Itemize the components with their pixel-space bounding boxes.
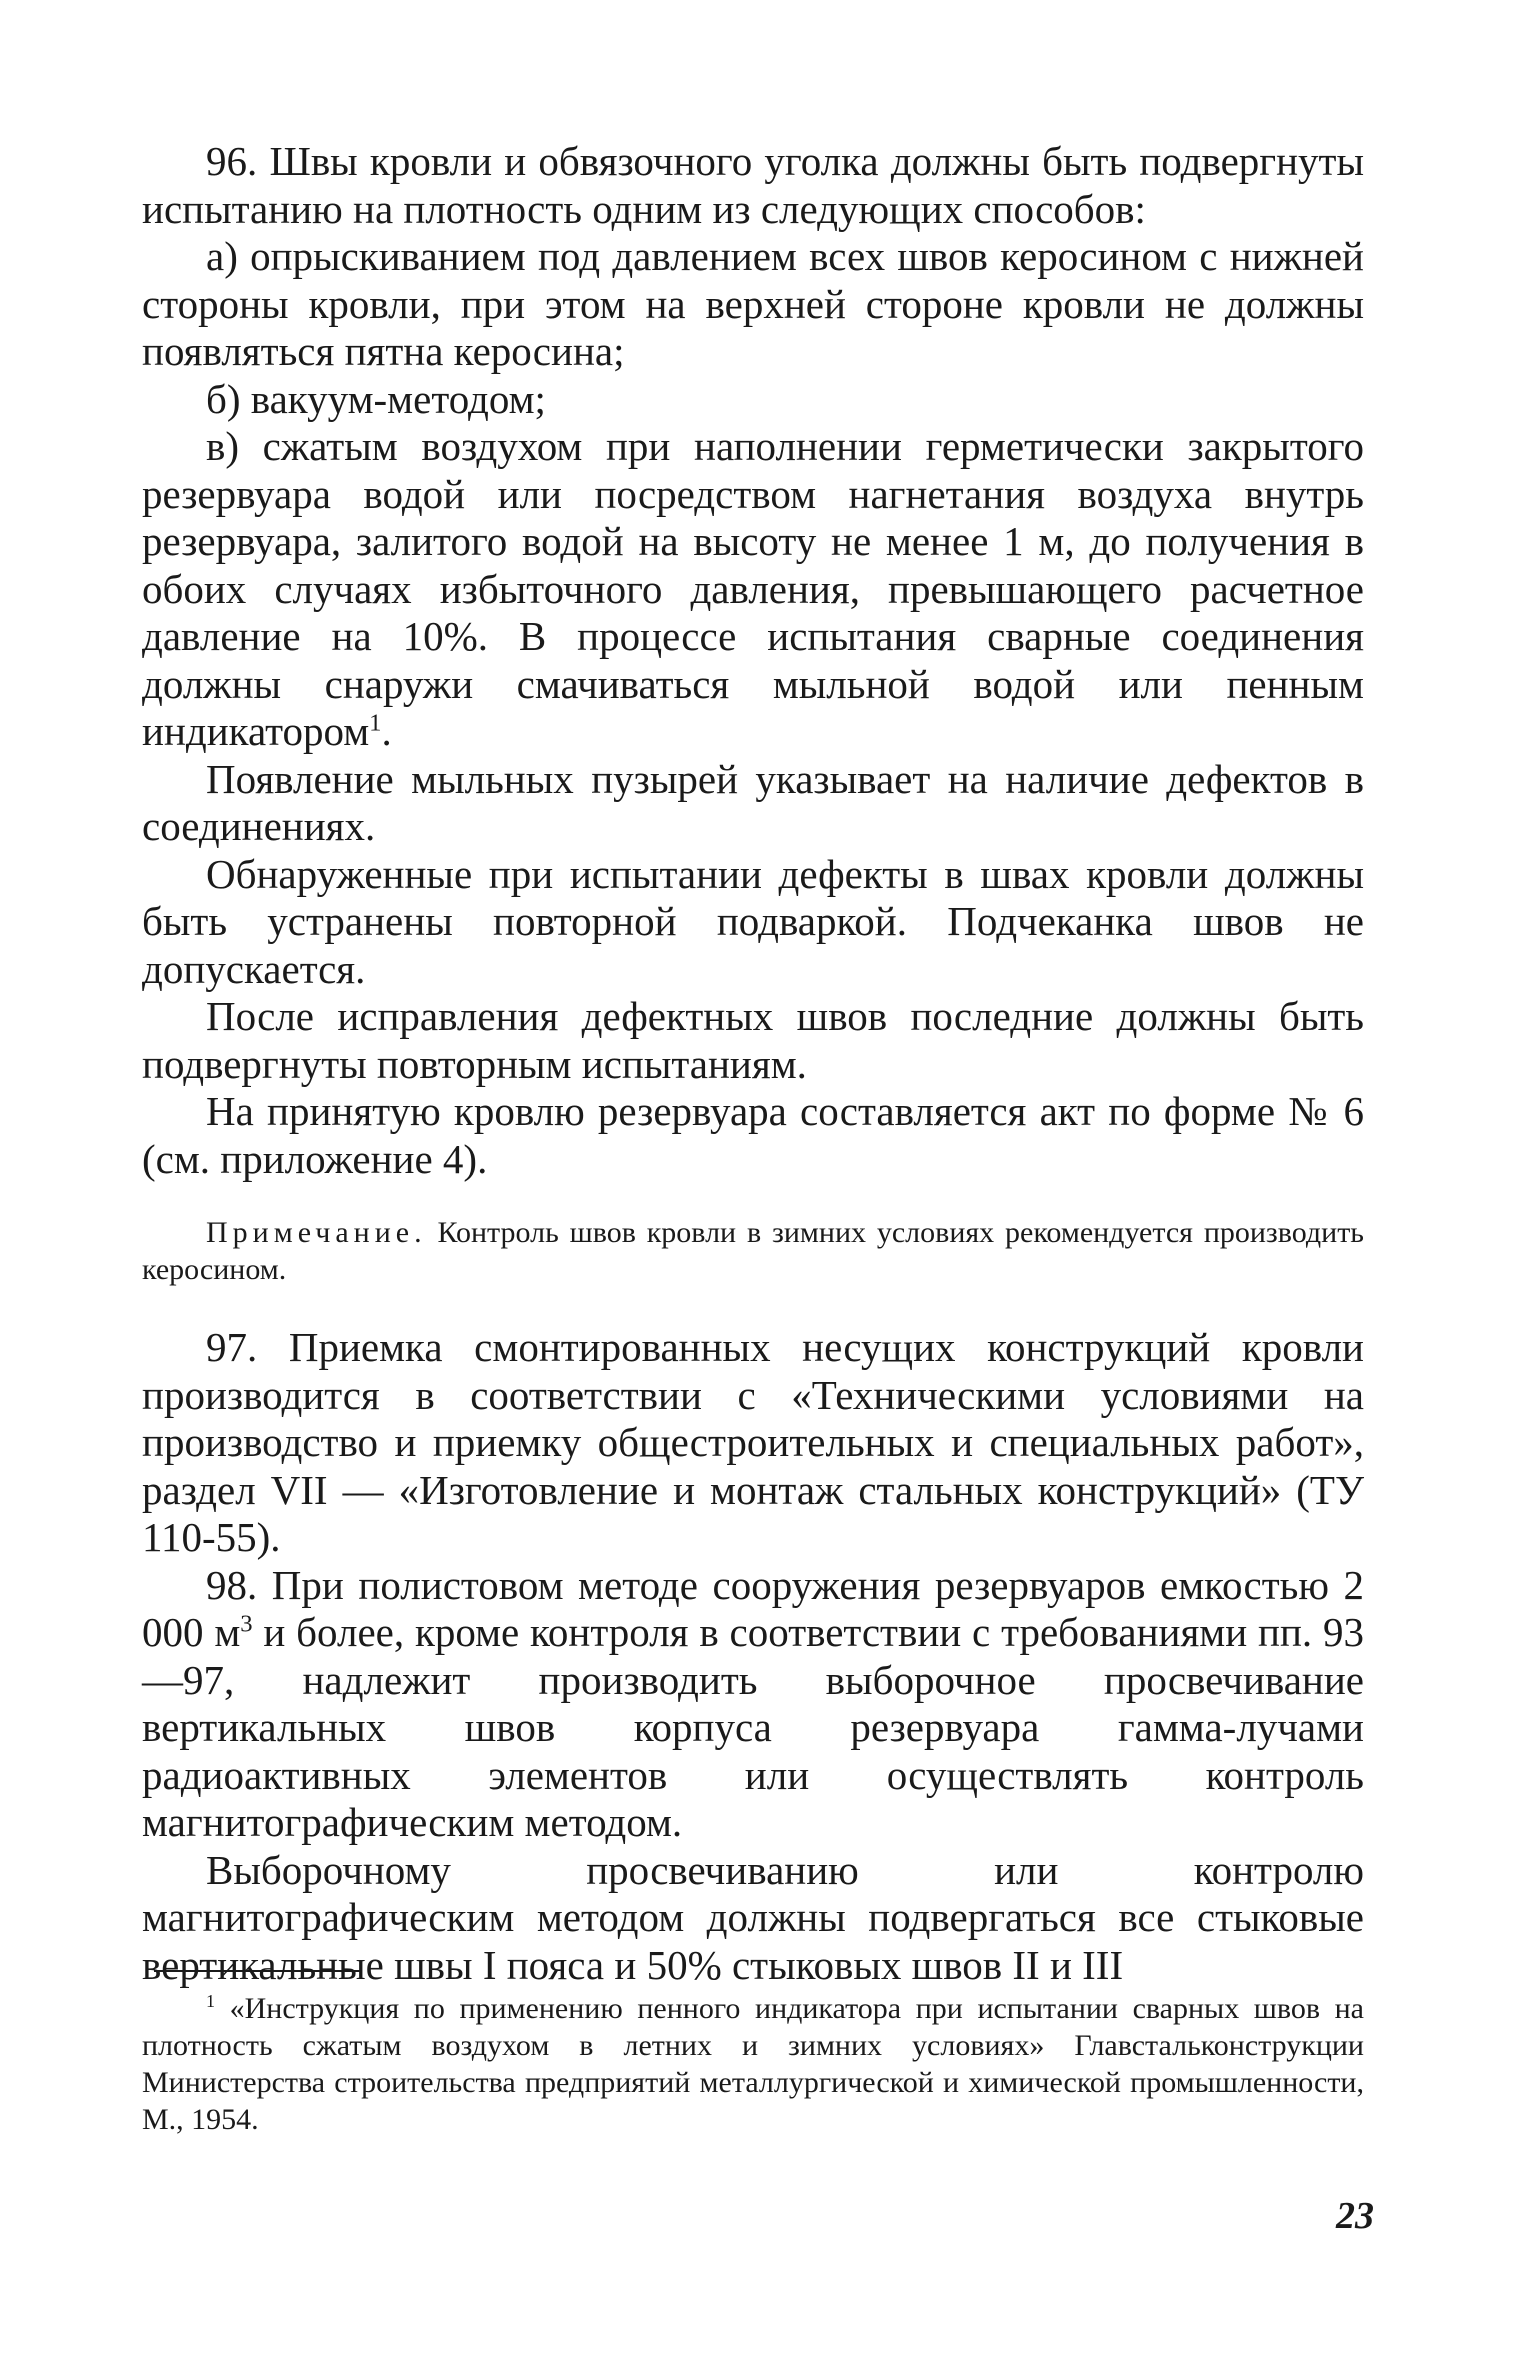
paragraph-98 [142, 1562, 1364, 1847]
footnote-reference: 1 [369, 709, 382, 737]
footnote-divider [154, 1970, 362, 1972]
paragraph-96-defects: Обнаруженные при испытании дефекты в швах кровли должны быть устранены повторной подваркой. Подчеканка швов не допускается. [142, 850, 1364, 992]
paragraph-96-b: б) вакуум-методом; [206, 375, 546, 422]
superscript-3: 3 [240, 1610, 253, 1638]
footnote-text: «Инструкция по применению пенного индикатора при испытании сварных швов на плотность сжатым воздухом в летних и зимних условиях» Главстальконструкции Министерства строительства предприятий металлургической и химической промышленности, М., 1954. [142, 1992, 1364, 2136]
paragraph-96-v-text: в) сжатым воздухом при наполнении герметически закрытого резервуара водой или посредством нагнетания воздуха внутрь резервуара, залитого водой на высоту не менее 1 м, до получения в обоих случаях избыточного давления, превышающего расчетное давление на 10%. В процессе испытания сварные соединения должны снаружи смачиваться мыльной водой или пенным индикатором [142, 423, 1364, 754]
paragraph-96-intro: 96. Швы кровли и обвязочного уголка должны быть подвергнуты испытанию на плотность одним из следующих способов: [142, 138, 1364, 232]
note-block [142, 1214, 1364, 1288]
footnote [142, 1990, 1364, 2138]
paragraph-96-a: а) опрыскиванием под давлением всех швов керосином с нижней стороны кровли, при этом на верхней стороне кровли не должны появляться пятна керосина; [142, 233, 1364, 374]
paragraph-97: 97. Приемка смонтированных несущих конструкций кровли производится в соответствии с «Техническими условиями на производство и приемку общестроительных и специальных работ», раздел VII — «Изготовление и монтаж стальных конструкций» (ТУ 110-55). [142, 1324, 1364, 1560]
page-number: 23 [1336, 2195, 1374, 2237]
section-96 [142, 138, 1364, 1183]
note-text: Контроль швов кровли в зимних условиях рекомендуется производить керосином. [142, 1216, 1364, 1286]
paragraph-98-text-b: и более, кроме контроля в соответствии с требованиями пп. 93—97, надлежит производить выборочное просвечивание вертикальных швов корпуса резервуара гамма-лучами радиоактивных элементов или осуществлять контроль магнитографическим методом. [142, 1609, 1364, 1845]
section-97-98 [142, 1324, 1364, 1989]
paragraph-96-bubbles: Появление мыльных пузырей указывает на наличие дефектов в соединениях. [142, 755, 1364, 849]
note-label: Примечание. [206, 1216, 427, 1249]
paragraph-98-selective: Выборочному просвечиванию или контролю магнитографическим методом должны подвергаться все стыковые вертикальные швы I пояса и 50% стыковых швов II и III [142, 1846, 1364, 1988]
paragraph-96-act: На принятую кровлю резервуара составляется акт по форме № 6 (см. приложение 4). [142, 1088, 1364, 1182]
paragraph-96-v [142, 423, 1364, 756]
paragraph-98-text-a: 98. При полистовом методе сооружения резервуаров емкостью 2 000 м [142, 1561, 1364, 1655]
paragraph-96-retest: После исправления дефектных швов последние должны быть подвергнуты повторным испытаниям. [142, 993, 1364, 1087]
footnote-mark: 1 [206, 1991, 215, 2011]
paragraph-96-v-end: . [381, 708, 392, 754]
